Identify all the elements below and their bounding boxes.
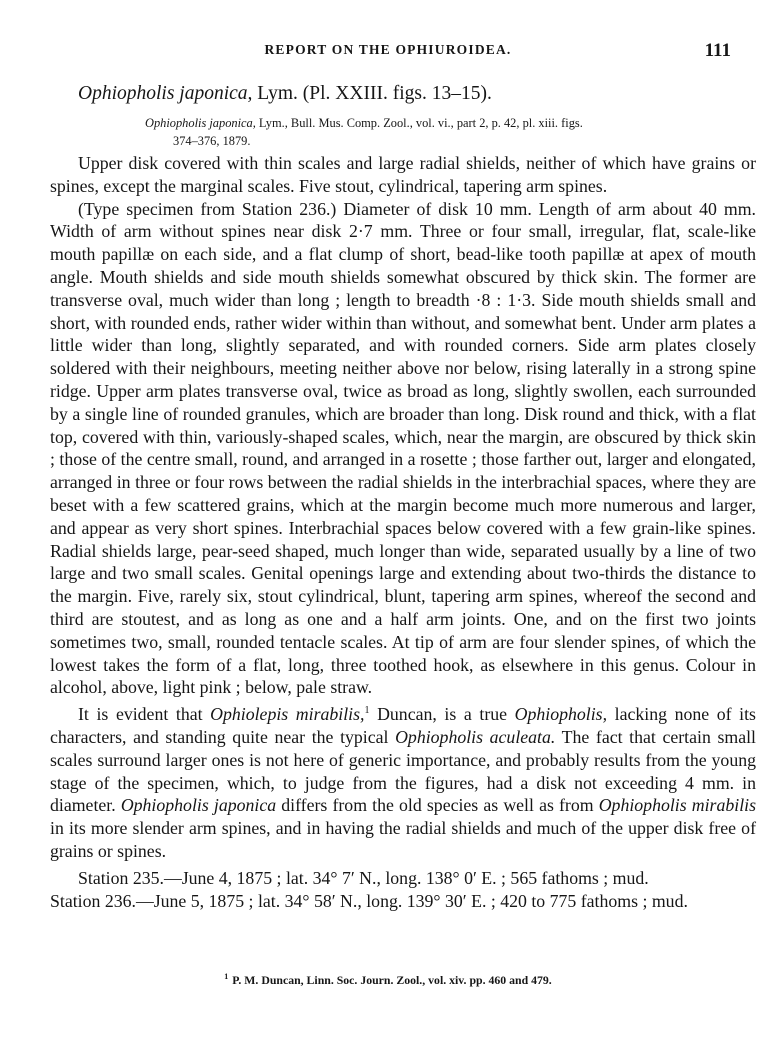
remarks-text: in its more slender arm spines, and in having the radial shields and much of the upper disk free of grains or spines. — [50, 818, 756, 861]
citation-line-2: 374–376, 1879. — [173, 133, 251, 148]
remarks-text: differs from the old species as well as from — [276, 795, 599, 816]
species-name: Ophiopholis japonica, — [78, 83, 253, 104]
taxon-name: Ophiopholis japonica — [120, 795, 277, 816]
page-number: 111 — [704, 40, 731, 61]
station-record: Station 236.—June 5, 1875 ; lat. 34° 58′ N., long. 139° 30′ E. ; 420 to 775 fathoms ; mud. — [50, 890, 688, 911]
paragraph-remarks — [50, 703, 756, 863]
station-records — [50, 867, 756, 913]
footnote — [0, 973, 776, 988]
page-header — [0, 40, 776, 64]
species-authority: Lym. (Pl. XXIII. figs. 13–15). — [252, 83, 492, 104]
running-title: REPORT ON THE OPHIUROIDEA. — [264, 42, 512, 57]
citation-line-1 — [145, 115, 757, 133]
paragraph-description: (Type specimen from Station 236.) Diameter of disk 10 mm. Length of arm about 40 mm. Width of arm without spines near disk 2·7 mm. Three or four small, irregular, flat, scale-like mouth papillæ on each side, and a flat clump of short, bead-like tooth papillæ at apex of mouth angle. Mouth shields and side mouth shields somewhat obscured by thick skin. The former are transverse oval, much wider than long ; length to breadth ·8 : 1·3. Side mouth shields small and short, with rounded ends, rather wider within than without, and somewhat bent. Under arm plates a little wider than long, slightly separated, and with rounded corners. Side arm plates closely soldered with their neighbours, meeting neither above nor below, rising laterally in a strong spine ridge. Upper arm plates transverse oval, twice as broad as long, slightly swollen, each surrounded by a single line of rounded granules, which are broader than long. Disk round and thick, with a flat top, covered with thin, variously-shaped scales, which, near the margin, are obscured by thick skin ; those of the centre small, round, and arranged in a rosette ; those farther out, larger and elongated, arranged in three or four rows between the radial shields in the interbrachial spaces, where they are beset with a few scattered grains, which at the margin become much more numerous and larger, and appear as very short spines. Interbrachial spaces below covered with a few grain-like spines. Radial shields large, pear-seed shaped, much longer than wide, separated usually by a line of two large and two small scales. Genital openings large and extending about two-thirds the distance to the margin. Five, rarely six, stout cylindrical, blunt, tapering arm spines, whereof the second and third are stoutest, and as long as one and a half arm joints. One, and on the first two joints sometimes two, small, rounded tentacle scales. At tip of arm are four slender spines, of which the lowest takes the form of a flat, long, three toothed hook, as elsewhere in this genus. Colour in alcohol, above, light pink ; below, pale straw. — [50, 198, 756, 698]
synonymy-citation — [145, 115, 757, 150]
footnote-marker: 1 — [224, 972, 229, 982]
paragraph-diagnosis: Upper disk covered with thin scales and large radial shields, neither of which have grains or spines, except the marginal scales. Five stout, cylindrical, tapering arm spines. — [50, 153, 756, 196]
remarks-text: The fact that certain small scales surround larger ones is not here of generic importance, and probably results from the young stage of the specimen, which, to judge from the figures, had a disk not exceeding 4 mm. in diameter. — [50, 726, 756, 816]
species-heading — [78, 83, 492, 105]
remarks-text: lacking none of its characters, and standing quite near the typical — [50, 704, 756, 747]
taxon-name: Ophiopholis, — [514, 704, 608, 725]
footnote-reference: 1 — [364, 705, 370, 717]
station-record: Station 235.—June 4, 1875 ; lat. 34° 7′ N., long. 138° 0′ E. ; 565 fathoms ; mud. — [78, 867, 649, 888]
body-text — [50, 152, 756, 912]
footnote-text: P. M. Duncan, Linn. Soc. Journ. Zool., vol. xiv. pp. 460 and 479. — [232, 973, 552, 987]
taxon-name: Ophiopholis aculeata. — [395, 726, 556, 747]
remarks-text: It is evident that — [78, 704, 211, 725]
citation-species: Ophiopholis japonica, — [145, 116, 256, 130]
taxon-name: Ophiopholis mirabilis — [598, 795, 757, 816]
citation-reference: Lym., Bull. Mus. Comp. Zool., vol. vi., part 2, p. 42, pl. xiii. figs. — [255, 116, 583, 130]
remarks-text: Duncan, is a true — [369, 704, 515, 725]
taxon-name: Ophiolepis mirabilis, — [210, 704, 365, 725]
